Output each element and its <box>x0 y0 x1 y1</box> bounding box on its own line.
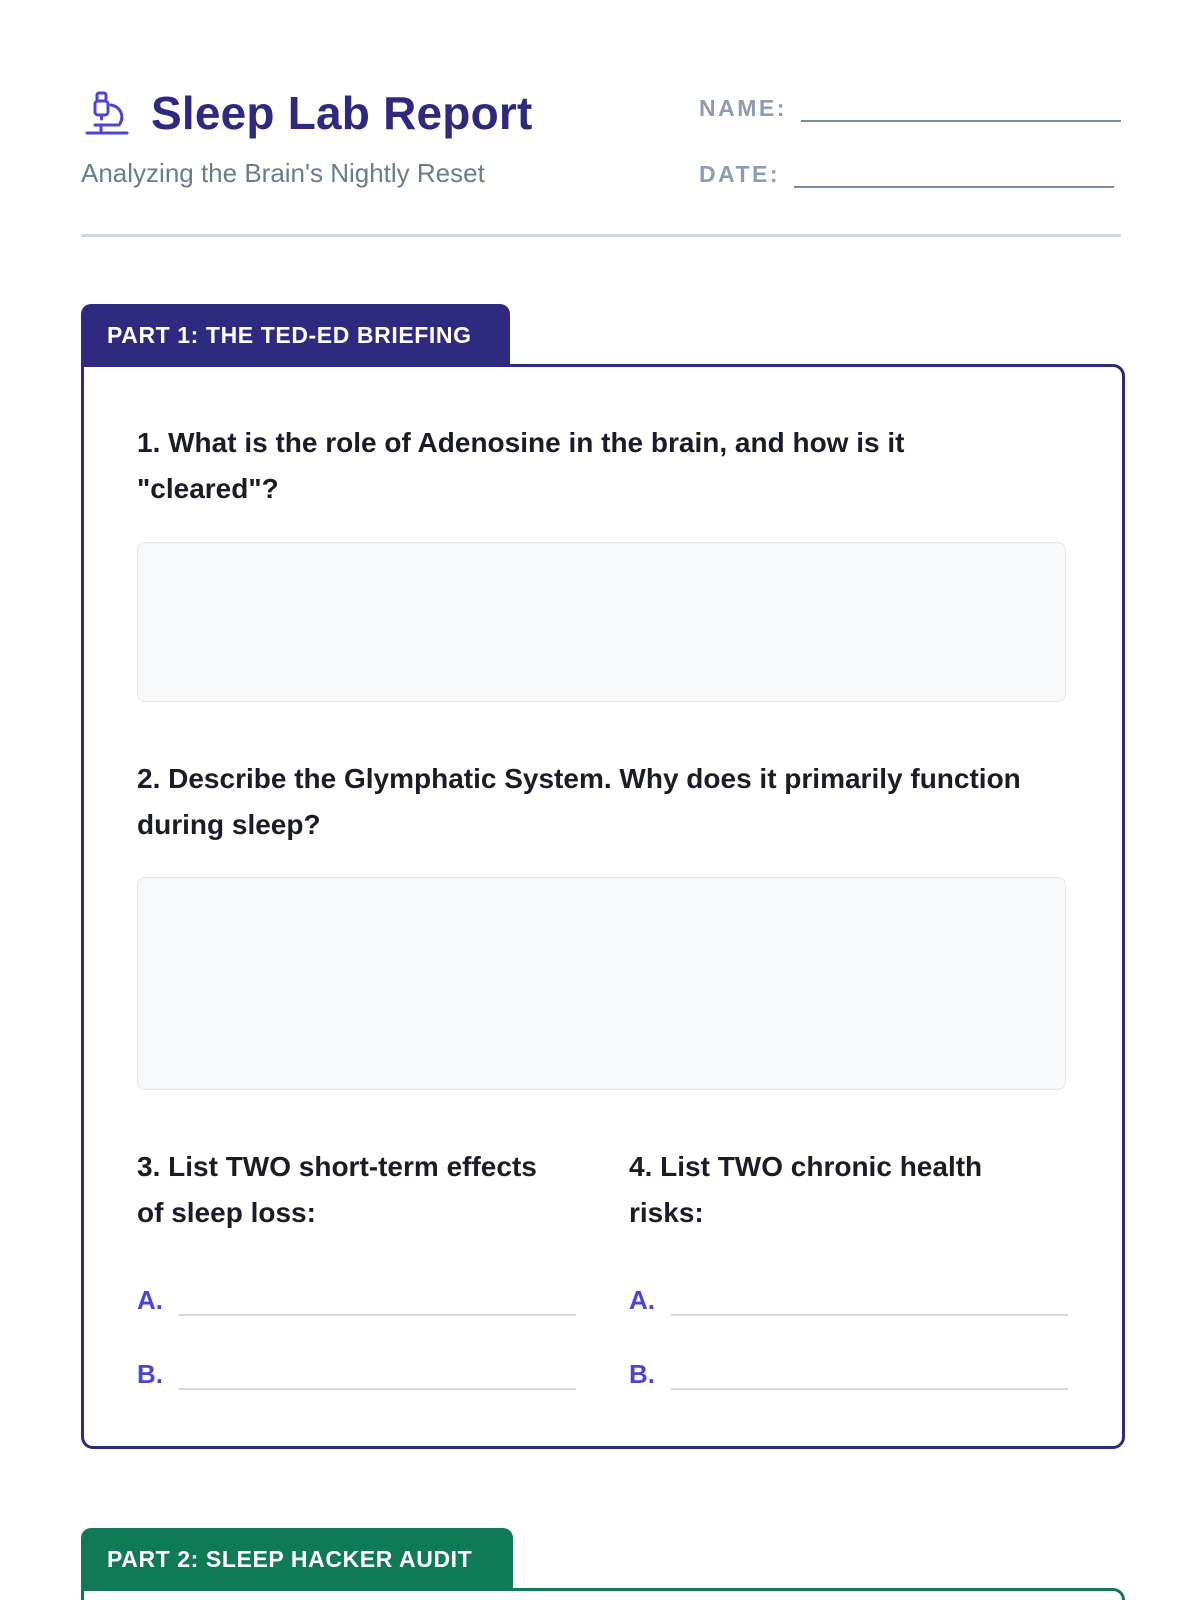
page-title: Sleep Lab Report <box>151 87 533 139</box>
header-divider <box>81 234 1121 237</box>
part2-tab: PART 2: SLEEP HACKER AUDIT <box>81 1528 513 1590</box>
date-input-line[interactable] <box>794 158 1114 188</box>
answer-line[interactable] <box>179 1280 576 1316</box>
answer-line[interactable] <box>179 1354 576 1390</box>
part2-section <box>81 1588 1125 1600</box>
date-label: DATE: <box>699 161 781 187</box>
name-label: NAME: <box>699 95 787 121</box>
date-field[interactable] <box>699 158 1114 188</box>
answer-line[interactable] <box>671 1280 1068 1316</box>
question-1: 1. What is the role of Adenosine in the brain, and how is it "cleared"? <box>137 427 905 504</box>
microscope-icon <box>81 87 133 139</box>
answer-letter: A. <box>137 1285 163 1315</box>
question-4: 4. List TWO chronic health risks: <box>629 1151 983 1228</box>
answer-letter: A. <box>629 1285 655 1315</box>
part1-tab: PART 1: THE TED-ED BRIEFING <box>81 304 510 366</box>
answer-box-1[interactable] <box>137 542 1066 702</box>
name-field[interactable] <box>699 92 1121 122</box>
answer-line[interactable] <box>671 1354 1068 1390</box>
q3-answer-a[interactable] <box>137 1280 576 1316</box>
name-input-line[interactable] <box>801 92 1121 122</box>
answer-letter: B. <box>137 1359 163 1389</box>
question-3: 3. List TWO short-term effects of sleep loss: <box>137 1151 537 1228</box>
question-2: 2. Describe the Glymphatic System. Why does it primarily function during sleep? <box>137 763 1021 840</box>
worksheet-header <box>81 80 1121 236</box>
answer-letter: B. <box>629 1359 655 1389</box>
answer-box-2[interactable] <box>137 877 1066 1090</box>
page-subtitle: Analyzing the Brain's Nightly Reset <box>81 158 485 188</box>
title-row <box>81 86 533 140</box>
q4-answer-b[interactable] <box>629 1354 1068 1390</box>
q4-answer-a[interactable] <box>629 1280 1068 1316</box>
q3-answer-b[interactable] <box>137 1354 576 1390</box>
